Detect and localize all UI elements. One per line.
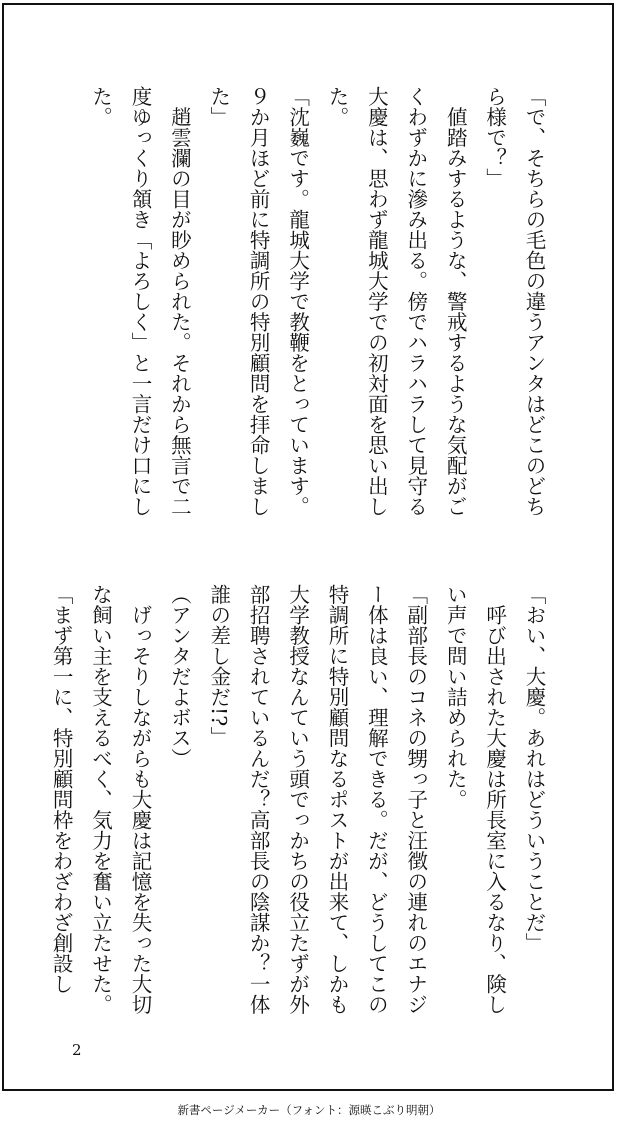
upper-text-block [88,86,553,526]
footer-credit: 新書ページメーカー（フォント：源暎こぶり明朝） [177,1103,441,1117]
paragraph: （アンタだよボス） [167,584,192,769]
paragraph: 「で、そちらの毛色の違うアンタはどこのどちら様で？」 [482,86,546,517]
paragraph: げっそりしながらも大慶は記憶を失った大切な飼い主を支えるべく、気力を奮い立たせた。 [88,584,152,1015]
paragraph: 「副部長のコネの甥っ子と汪徴の連れのエナジー体は良い、理解できる。だが、どうしてこの特調所に特別顧問なるポストが出来て、しかも大学教授なんていう頭でっかちの役立たずが外部招聘されているんだ？高部長の陰謀か？一体誰の差し金だ!?」 [206,584,428,1015]
paragraph: 呼び出された大慶は所長室に入るなり、険しい声で問い詰められた。 [443,584,507,1015]
page-frame [2,3,614,1091]
paragraph: 「まず第一に、特別顧問枠をわざわざ創設し [49,584,74,994]
paragraph: 値踏みするような、警戒するような気配がごくわずかに滲み出る。傍でハラハラして見守る大慶は、思わず龍城大学での初対面を思い出した。 [324,86,468,517]
paragraph: 「沈巍です。龍城大学で教鞭をとっています。９か月ほど前に特調所の特別顧問を拝命しました」 [206,86,310,517]
page-number: 2 [72,1041,82,1059]
paragraph: 「おい、大慶。あれはどういうことだ」 [522,584,546,953]
paragraph: 趙雲瀾の目が眇められた。それから無言で二度ゆっくり頷き「よろしく」と一言だけ口にした。 [88,86,192,517]
lower-text-block [49,584,553,1024]
